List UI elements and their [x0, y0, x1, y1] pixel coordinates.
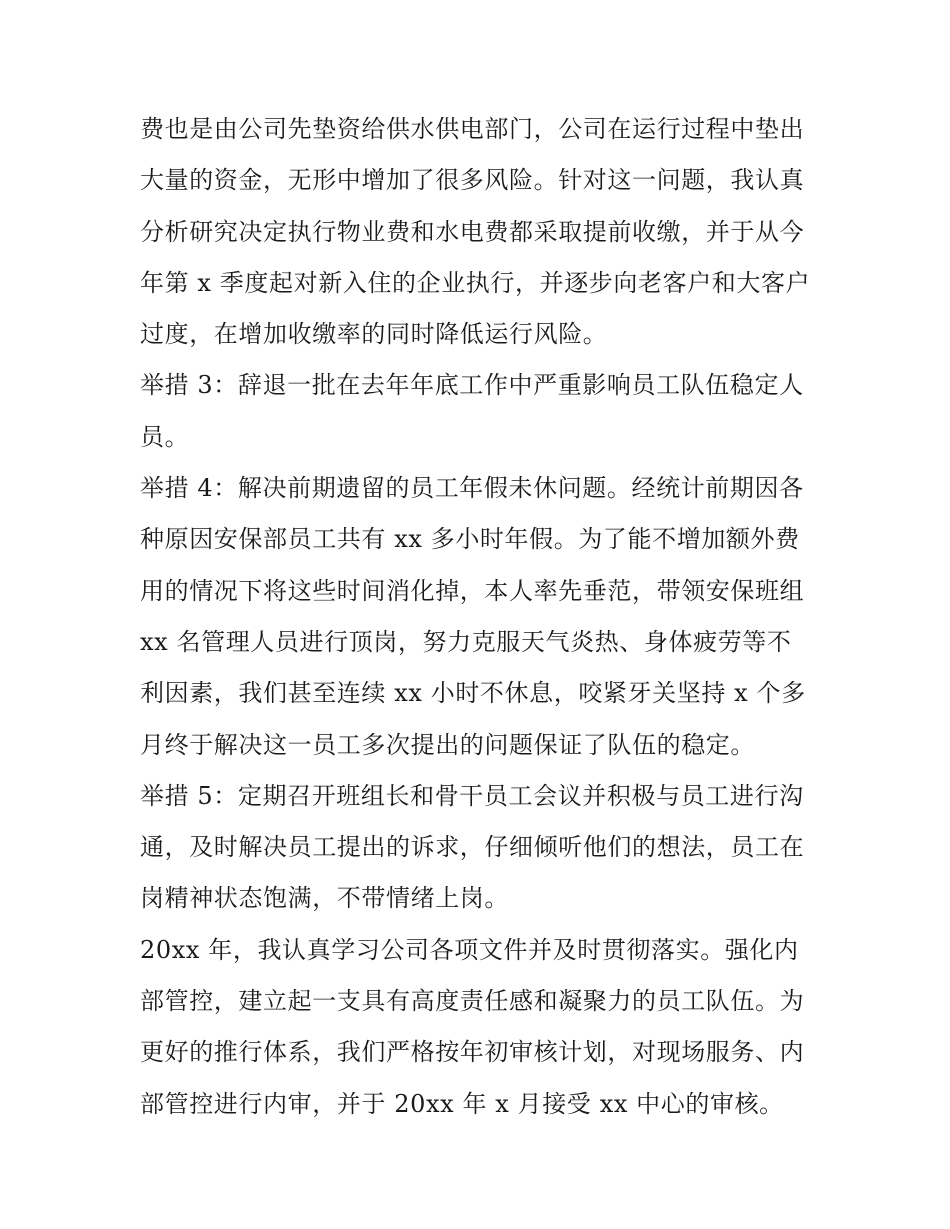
text-line: 更好的推行体系，我们严格按年初审核计划，对现场服务、内 [140, 1038, 805, 1067]
text-line: 岗精神状态饱满，不带情绪上岗。 [140, 884, 509, 913]
text-line: 部管控进行内审，并于 20xx 年 x 月接受 xx 中心的审核。 [140, 1089, 784, 1118]
text-line: 通，及时解决员工提出的诉求，仔细倾听他们的想法，员工在 [140, 833, 805, 862]
text-line: 员。 [140, 422, 190, 451]
text-line: 大量的资金，无形中增加了很多风险。针对这一问题，我认真 [140, 166, 805, 195]
text-line: 分析研究决定执行物业费和水电费都采取提前收缴，并于从今 [140, 217, 805, 246]
text-line: 用的情况下将这些时间消化掉，本人率先垂范，带领安保班组 [140, 576, 805, 605]
text-line: 费也是由公司先垫资给供水供电部门，公司在运行过程中垫出 [140, 115, 805, 143]
measure-4-line: 举措 4：解决前期遗留的员工年假未休问题。经统计前期因各 [140, 474, 804, 503]
document-body [140, 104, 820, 1130]
measure-5-line: 举措 5：定期召开班组长和骨干员工会议并积极与员工进行沟 [140, 781, 804, 810]
year-summary-line: 20xx 年，我认真学习公司各项文件并及时贯彻落实。强化内 [140, 935, 799, 964]
text-line: 月终于解决这一员工多次提出的问题保证了队伍的稳定。 [140, 730, 755, 759]
text-line: 利因素，我们甚至连续 xx 小时不休息，咬紧牙关坚持 x 个多 [140, 679, 806, 708]
text-line: xx 名管理人员进行顶岗，努力克服天气炎热、身体疲劳等不 [140, 627, 792, 656]
text-line: 年第 x 季度起对新入住的企业执行，并逐步向老客户和大客户 [140, 268, 811, 297]
measure-3-line: 举措 3：辞退一批在去年年底工作中严重影响员工队伍稳定人 [140, 371, 804, 400]
text-line: 部管控，建立起一支具有高度责任感和凝聚力的员工队伍。为 [140, 987, 805, 1016]
text-line: 种原因安保部员工共有 xx 多小时年假。为了能不增加额外费 [140, 525, 800, 554]
text-line: 过度，在增加收缴率的同时降低运行风险。 [140, 320, 608, 349]
